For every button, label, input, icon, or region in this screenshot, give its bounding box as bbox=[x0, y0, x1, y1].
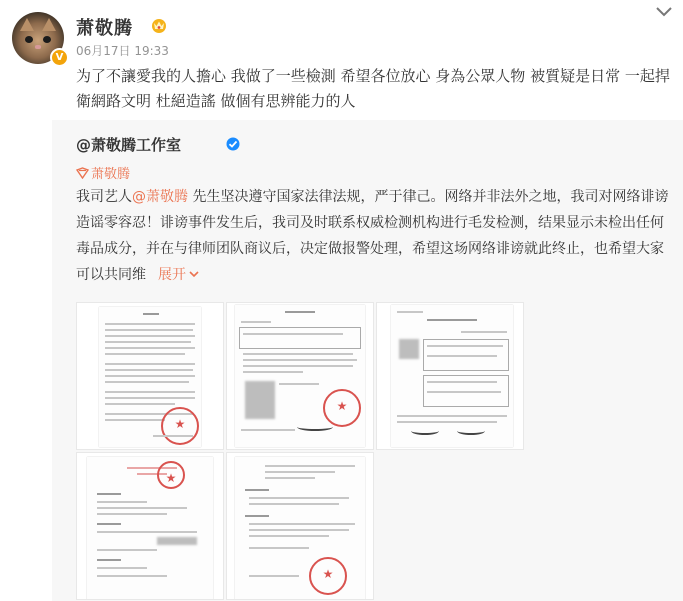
doc-text-line bbox=[105, 391, 195, 393]
doc-text-line bbox=[97, 507, 187, 509]
doc-text-line bbox=[153, 435, 193, 437]
doc-text-line bbox=[105, 335, 195, 337]
repost-author-name[interactable]: @萧敬腾工作室 bbox=[76, 136, 182, 154]
cat-eye-right bbox=[43, 36, 51, 43]
doc-text-line bbox=[243, 353, 353, 355]
handwritten-signature bbox=[411, 427, 439, 435]
doc-text-line bbox=[265, 465, 355, 467]
doc-text-line bbox=[97, 523, 121, 525]
doc-text-line bbox=[105, 353, 185, 355]
doc-text-line bbox=[249, 575, 299, 577]
repost-card bbox=[52, 120, 683, 601]
verified-badge-icon: V bbox=[50, 48, 69, 67]
doc-text-line bbox=[279, 383, 319, 385]
image-thumbnail-police-receipt[interactable] bbox=[226, 302, 374, 450]
doc-text-line bbox=[105, 329, 193, 331]
doc-text-line bbox=[249, 503, 339, 505]
doc-text-line bbox=[245, 515, 269, 517]
cat-nose bbox=[35, 45, 41, 49]
doc-text-line bbox=[249, 547, 309, 549]
doc-text-line bbox=[243, 359, 357, 361]
doc-text-line bbox=[397, 311, 423, 313]
doc-text-line bbox=[105, 381, 189, 383]
doc-text-line bbox=[427, 391, 501, 393]
doc-text-line bbox=[97, 549, 157, 551]
doc-text-line bbox=[245, 489, 269, 491]
red-seal-stamp bbox=[157, 461, 185, 489]
doc-text-line bbox=[97, 493, 121, 495]
doc-text-line bbox=[105, 323, 195, 325]
redacted-area bbox=[399, 339, 419, 359]
doc-text-line bbox=[105, 419, 165, 421]
repost-text bbox=[76, 184, 673, 288]
post-text: 为了不讓愛我的人擔心 我做了一些檢測 希望各位放心 身為公眾人物 被質疑是日常 一起捍衛網路文明 杜絕造謠 做個有思辨能力的人 bbox=[76, 67, 670, 110]
doc-text-line bbox=[249, 529, 349, 531]
doc-text-line bbox=[241, 321, 271, 323]
document-page bbox=[391, 305, 513, 447]
expand-chevron-icon[interactable] bbox=[189, 270, 199, 278]
red-seal-stamp bbox=[161, 407, 199, 445]
doc-text-line bbox=[427, 381, 497, 383]
doc-text-line bbox=[397, 421, 497, 423]
doc-text-line bbox=[243, 333, 343, 335]
super-topic-icon bbox=[76, 167, 89, 179]
document-page bbox=[87, 457, 213, 600]
doc-text-line bbox=[461, 331, 507, 333]
doc-text-line bbox=[427, 345, 503, 347]
doc-text-line bbox=[105, 341, 191, 343]
document-page bbox=[99, 307, 201, 447]
repost-text-body: 先生坚决遵守国家法律法规，严于律己。网络并非法外之地，我司对网络诽谤造谣零容忍！诽谤事件发生后，我司及时联系权威检测机构进行毛发检测，结果显示未检出任何毒品成分，并在与律师团队商议后，决定做报警处理，希望这场网络诽谤就此终止，也希望大家可以共同维 bbox=[76, 189, 669, 283]
super-topic-label: 萧敬腾 bbox=[91, 167, 131, 182]
doc-text-line bbox=[249, 523, 355, 525]
doc-text-line bbox=[97, 575, 167, 577]
doc-text-line bbox=[427, 355, 497, 357]
doc-title-line bbox=[285, 311, 315, 313]
chevron-down-icon[interactable] bbox=[654, 4, 674, 20]
doc-text-line bbox=[97, 501, 147, 503]
repost-text-lead: 我司艺人 bbox=[76, 189, 132, 205]
doc-text-line bbox=[265, 471, 335, 473]
doc-text-line bbox=[249, 535, 329, 537]
image-thumbnail-test-report[interactable] bbox=[376, 302, 524, 450]
redacted-area bbox=[245, 381, 275, 419]
super-topic-tag[interactable] bbox=[76, 163, 130, 182]
post-timestamp[interactable]: 06月17日 19:33 bbox=[76, 44, 169, 58]
doc-text-line bbox=[249, 497, 349, 499]
document-page bbox=[235, 305, 365, 447]
doc-text-line bbox=[105, 347, 195, 349]
doc-title-line bbox=[427, 319, 477, 321]
red-seal-stamp bbox=[323, 389, 361, 427]
doc-text-line bbox=[397, 415, 507, 417]
doc-text-line bbox=[243, 365, 353, 367]
image-thumbnail-statement[interactable] bbox=[76, 302, 224, 450]
doc-text-line bbox=[105, 403, 175, 405]
redacted-area bbox=[157, 537, 197, 545]
doc-text-line bbox=[97, 513, 167, 515]
doc-table bbox=[239, 327, 361, 349]
doc-text-line bbox=[97, 567, 147, 569]
doc-text-line bbox=[105, 375, 195, 377]
cat-eye-left bbox=[25, 36, 33, 43]
doc-text-line bbox=[105, 397, 195, 399]
handwritten-signature bbox=[297, 423, 333, 431]
author-name[interactable]: 萧敬腾 bbox=[76, 18, 133, 39]
crown-badge-icon bbox=[150, 17, 168, 33]
cat-ear-left bbox=[20, 18, 34, 31]
doc-text-line bbox=[243, 371, 303, 373]
doc-title-line bbox=[143, 313, 159, 315]
verified-check-icon bbox=[226, 137, 240, 151]
cat-ear-right bbox=[42, 18, 56, 31]
red-seal-stamp bbox=[309, 557, 347, 595]
doc-text-line bbox=[105, 363, 195, 365]
doc-text-line bbox=[97, 559, 121, 561]
doc-text-line bbox=[105, 369, 193, 371]
image-thumbnail-lab-details[interactable] bbox=[226, 452, 374, 600]
document-page bbox=[235, 457, 365, 600]
doc-text-line bbox=[97, 531, 197, 533]
doc-text-line bbox=[265, 477, 315, 479]
image-thumbnail-lab-certificate[interactable] bbox=[76, 452, 224, 600]
mention-link[interactable]: @萧敬腾 bbox=[132, 189, 188, 205]
doc-text-line bbox=[241, 429, 295, 431]
expand-link[interactable]: 展开 bbox=[158, 267, 186, 283]
handwritten-signature bbox=[457, 427, 485, 435]
